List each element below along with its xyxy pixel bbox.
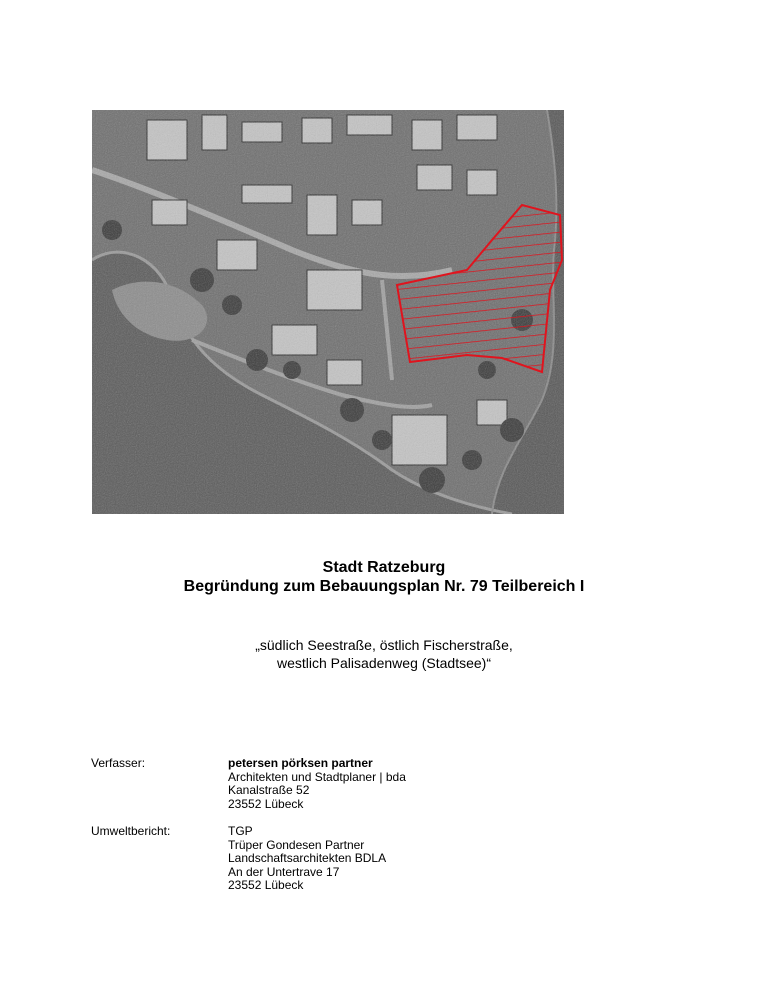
- environment-report-block: [228, 825, 386, 893]
- env-city: 23552 Lübeck: [228, 878, 304, 892]
- aerial-map: [92, 110, 564, 514]
- env-company-short: TGP: [228, 824, 253, 838]
- author-label: Verfasser:: [91, 756, 146, 770]
- area-description-line-1: „südlich Seestraße, östlich Fischerstraße,: [255, 637, 513, 653]
- env-profession: Landschaftsarchitekten BDLA: [228, 851, 387, 865]
- author-name: petersen pörksen partner: [228, 756, 373, 770]
- author-street: Kanalstraße 52: [228, 783, 310, 797]
- author-profession: Architekten und Stadtplaner | bda: [228, 769, 406, 784]
- document-subtitle-main: Begründung zum Bebauungsplan Nr. 79 Teilbereich I: [183, 578, 585, 595]
- area-description-line-2: westlich Palisadenweg (Stadtsee)“: [277, 655, 491, 671]
- document-title: Stadt Ratzeburg: [322, 559, 446, 576]
- env-street: An der Untertrave 17: [228, 864, 340, 879]
- author-city: 23552 Lübeck: [228, 796, 304, 811]
- env-company-name: Trüper Gondesen Partner: [228, 837, 365, 852]
- environment-report-label: Umweltbericht:: [91, 824, 171, 838]
- author-block: [228, 757, 406, 811]
